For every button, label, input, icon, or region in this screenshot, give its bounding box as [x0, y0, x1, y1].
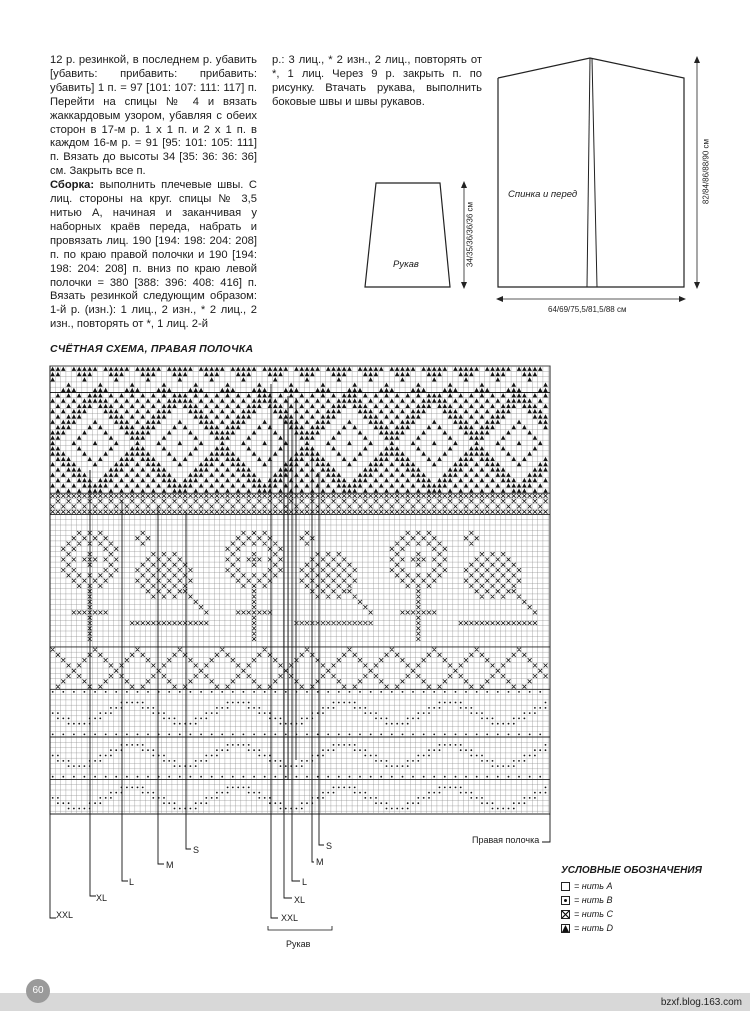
size-label-xxl: XXL	[56, 910, 74, 920]
body-label: Спинка и перед	[508, 189, 578, 200]
body-width-label: 64/69/75,5/81,5/88 см	[548, 305, 627, 314]
chart-heading: СЧЁТНАЯ СХЕМА, ПРАВАЯ ПОЛОЧКА	[50, 343, 254, 355]
legend-label: = нить B	[574, 895, 613, 905]
sleeve-bracket-label: Рукав	[286, 939, 311, 949]
legend-label: = нить A	[574, 881, 613, 891]
right-front-line	[542, 814, 550, 842]
right-front-label: Правая полочка	[472, 835, 540, 845]
sleeve-bracket	[268, 926, 332, 930]
legend-item-a	[561, 881, 612, 892]
size-label-s: S	[193, 845, 200, 855]
cross-square-icon	[561, 910, 570, 919]
sleeve-size-label-m: M	[316, 857, 324, 867]
legend-title: УСЛОВНЫЕ ОБОЗНАЧЕНИЯ	[561, 865, 702, 876]
legend-label: = нить D	[574, 923, 613, 933]
sleeve-label: Рукав	[393, 259, 419, 270]
legend-label: = нить C	[574, 909, 613, 919]
body-height-label: 82/84/86/88/90 см	[701, 138, 711, 205]
assembly-title: Сборка:	[50, 179, 95, 192]
sleeve-height-label: 34/35/36/36/36 см	[465, 201, 475, 268]
footer-bar	[0, 993, 750, 1011]
legend-item-b	[561, 895, 612, 906]
sleeve-size-label-xl: XL	[294, 895, 306, 905]
triangle-square-icon	[561, 924, 570, 933]
instructions-paragraph: 12 р. резинкой, в последнем р. убавить [убавить: прибавить: прибавить: убавить] 1 п. = 97 [101: 107: 111: 117] п. Перейти на спицы № 4 и вязать жаккардовым узором, убавляя с обеих сторон в 17-м р. 1 х 1 п. и 2 х 1 п. в каждом 16-м р. = 91 [95: 101: 105: 111] п. Вязать до высоты 34 [35: 36: 36: 36] см. Закрыть все п.	[50, 54, 257, 178]
size-label-l: L	[129, 877, 135, 887]
source-site: bzxf.blog.163.com	[660, 997, 742, 1008]
sleeve-size-label-s: S	[326, 841, 333, 851]
empty-square-icon	[561, 882, 570, 891]
assembly-text: выполнить плечевые швы. С лиц. стороны на круг. спицы № 3,5 нитью А, начиная и заканчивая у наборных краёв переда, набрать и провязать лиц. 190 [194: 198: 204: 208] п. по краю правой полочки и 190 [194: 198: 204: 208] п. вниз по краю левой полочки = 380 [388: 396: 408: 416] п. Вязать резинкой следующим образом: 1-й р. (изн.): 1 лиц., 2 изн., * 2 лиц., 2 изн., повторять от *, 1 лиц. 2-й	[50, 179, 257, 331]
sleeve-size-label-xxl: XXL	[281, 913, 299, 923]
instructions-paragraph-2: р.: 3 лиц., * 2 изн., 2 лиц., повторять от *, 1 лиц. Через 9 р. закрыть п. по рисунку. Втачать рукава, выполнить боковые швы и швы рукавов.	[272, 54, 482, 108]
page-number: 60	[26, 979, 50, 1003]
sleeve-size-label-l: L	[302, 877, 308, 887]
legend-item-c	[561, 909, 613, 920]
size-label-m: M	[166, 860, 174, 870]
legend-item-d	[561, 923, 613, 934]
size-label-xl: XL	[96, 893, 108, 903]
dot-square-icon	[561, 896, 570, 905]
